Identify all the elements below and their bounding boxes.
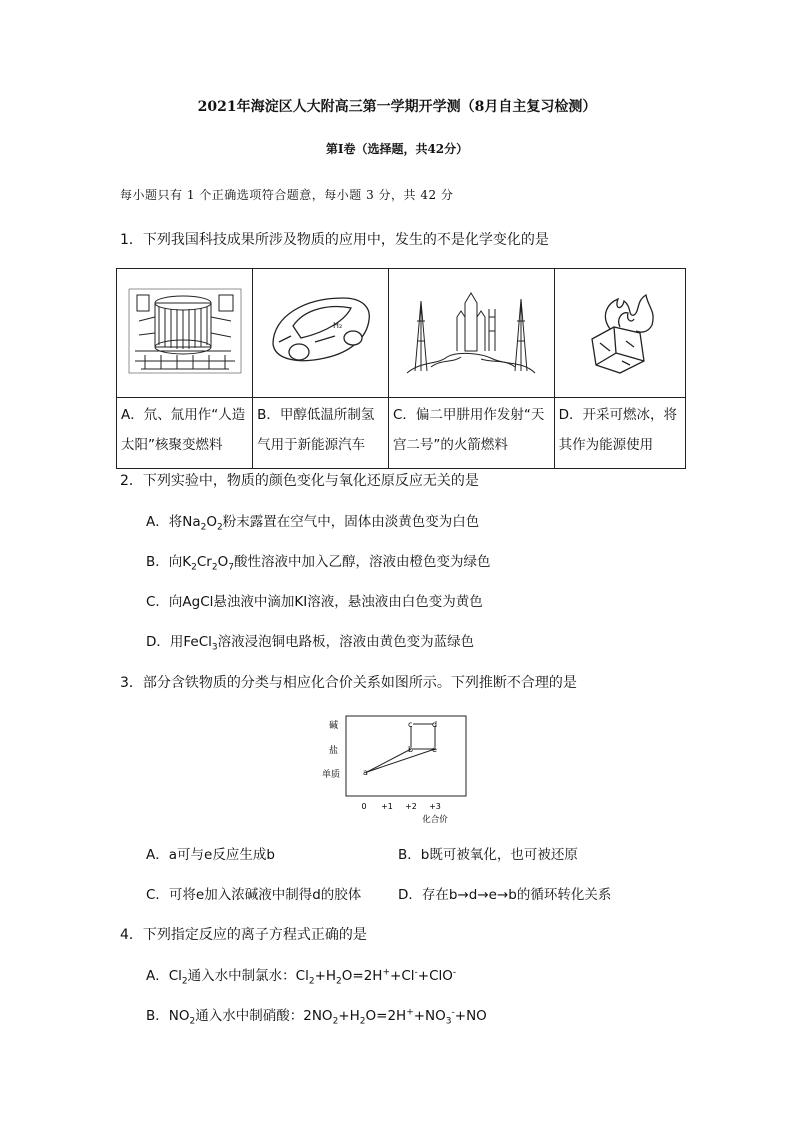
diagram-frame <box>346 716 466 796</box>
question-1-option-a: A．氘、氚用作“人造太阳”核聚变燃料 <box>117 398 253 469</box>
question-3-stem: 3．部分含铁物质的分类与相应化合价关系如图所示。下列推断不合理的是 <box>120 675 577 691</box>
point-d: d <box>432 720 438 729</box>
burning-ice-icon <box>570 281 670 381</box>
y-label-element: 单质 <box>321 770 340 780</box>
question-2-stem: 2．下列实验中，物质的颜色变化与氧化还原反应无关的是 <box>120 473 479 489</box>
y-label-salt: 盐 <box>328 746 338 756</box>
question-3-option-b: B．b既可被氧化，也可被还原 <box>398 847 578 863</box>
question-3-option-a: A．a可与e反应生成b <box>146 847 275 863</box>
question-3-option-c: C．可将e加入浓碱液中制得d的胶体 <box>146 887 362 903</box>
question-2-option-d: D．用FeCl$_3$溶液浸泡铜电路板，溶液由黄色变为蓝绿色 <box>146 634 475 653</box>
question-2-option-c: C．向AgCl悬浊液中滴加KI溶液，悬浊液由白色变为黄色 <box>146 594 483 610</box>
question-1-option-c: C．偏二甲肼用作发射“天宫二号”的火箭燃料 <box>388 398 554 469</box>
y-label-base: 碱 <box>328 721 338 731</box>
point-c: c <box>408 720 413 729</box>
x-tick-1: +1 <box>381 802 393 811</box>
instruction-text: 每小题只有 1 个正确选项符合题意，每小题 3 分，共 42 分 <box>120 188 454 202</box>
question-4-stem: 4．下列指定反应的离子方程式正确的是 <box>120 927 367 943</box>
svg-text:H₂: H₂ <box>332 321 342 330</box>
question-2-option-a: A．将$Na_2O_2$粉末露置在空气中，固体由淡黄色变为白色 <box>146 514 480 533</box>
exam-title: 2021年海淀区人大附高三第一学期开学测（8月自主复习检测） <box>197 99 597 115</box>
ice-image <box>554 269 685 398</box>
question-1-option-b: B．甲醇低温所制氢气用于新能源汽车 <box>253 398 389 469</box>
x-tick-2: +2 <box>405 802 417 811</box>
rocket-launch-icon <box>401 281 541 381</box>
reactor-image <box>117 269 253 398</box>
hydrogen-car-icon <box>265 286 377 376</box>
point-a: a <box>363 768 368 777</box>
question-4-option-b: B．$NO_2$通入水中制硝酸：$2NO_2+H_2O=2H^++NO_3^-+NO$ <box>146 1007 487 1027</box>
section-heading: 第Ⅰ卷（选择题，共42分） <box>325 142 469 156</box>
rocket-image <box>388 269 554 398</box>
question-3-option-d: D．存在b→d→e→b的循环转化关系 <box>398 887 612 903</box>
x-tick-3: +3 <box>429 802 441 811</box>
x-tick-0: 0 <box>361 802 367 811</box>
question-1-option-d: D．开采可燃冰，将其作为能源使用 <box>554 398 685 469</box>
iron-valence-diagram <box>310 712 470 827</box>
x-axis-label: 化合价 <box>422 815 448 825</box>
car-image <box>253 269 389 398</box>
question-2-option-b: B．向$K_2Cr_2O_7$酸性溶液中加入乙醇，溶液由橙色变为绿色 <box>146 554 491 573</box>
question-4-option-a: A．$Cl_2$通入水中制氯水：$Cl_2+H_2O=2H^++Cl^-+ClO^-$ <box>146 967 457 987</box>
fusion-reactor-icon <box>125 281 245 381</box>
point-e: e <box>432 745 437 754</box>
point-b: b <box>408 745 414 754</box>
question-1-table <box>116 268 686 469</box>
question-1-stem: 1．下列我国科技成果所涉及物质的应用中，发生的不是化学变化的是 <box>120 232 549 248</box>
